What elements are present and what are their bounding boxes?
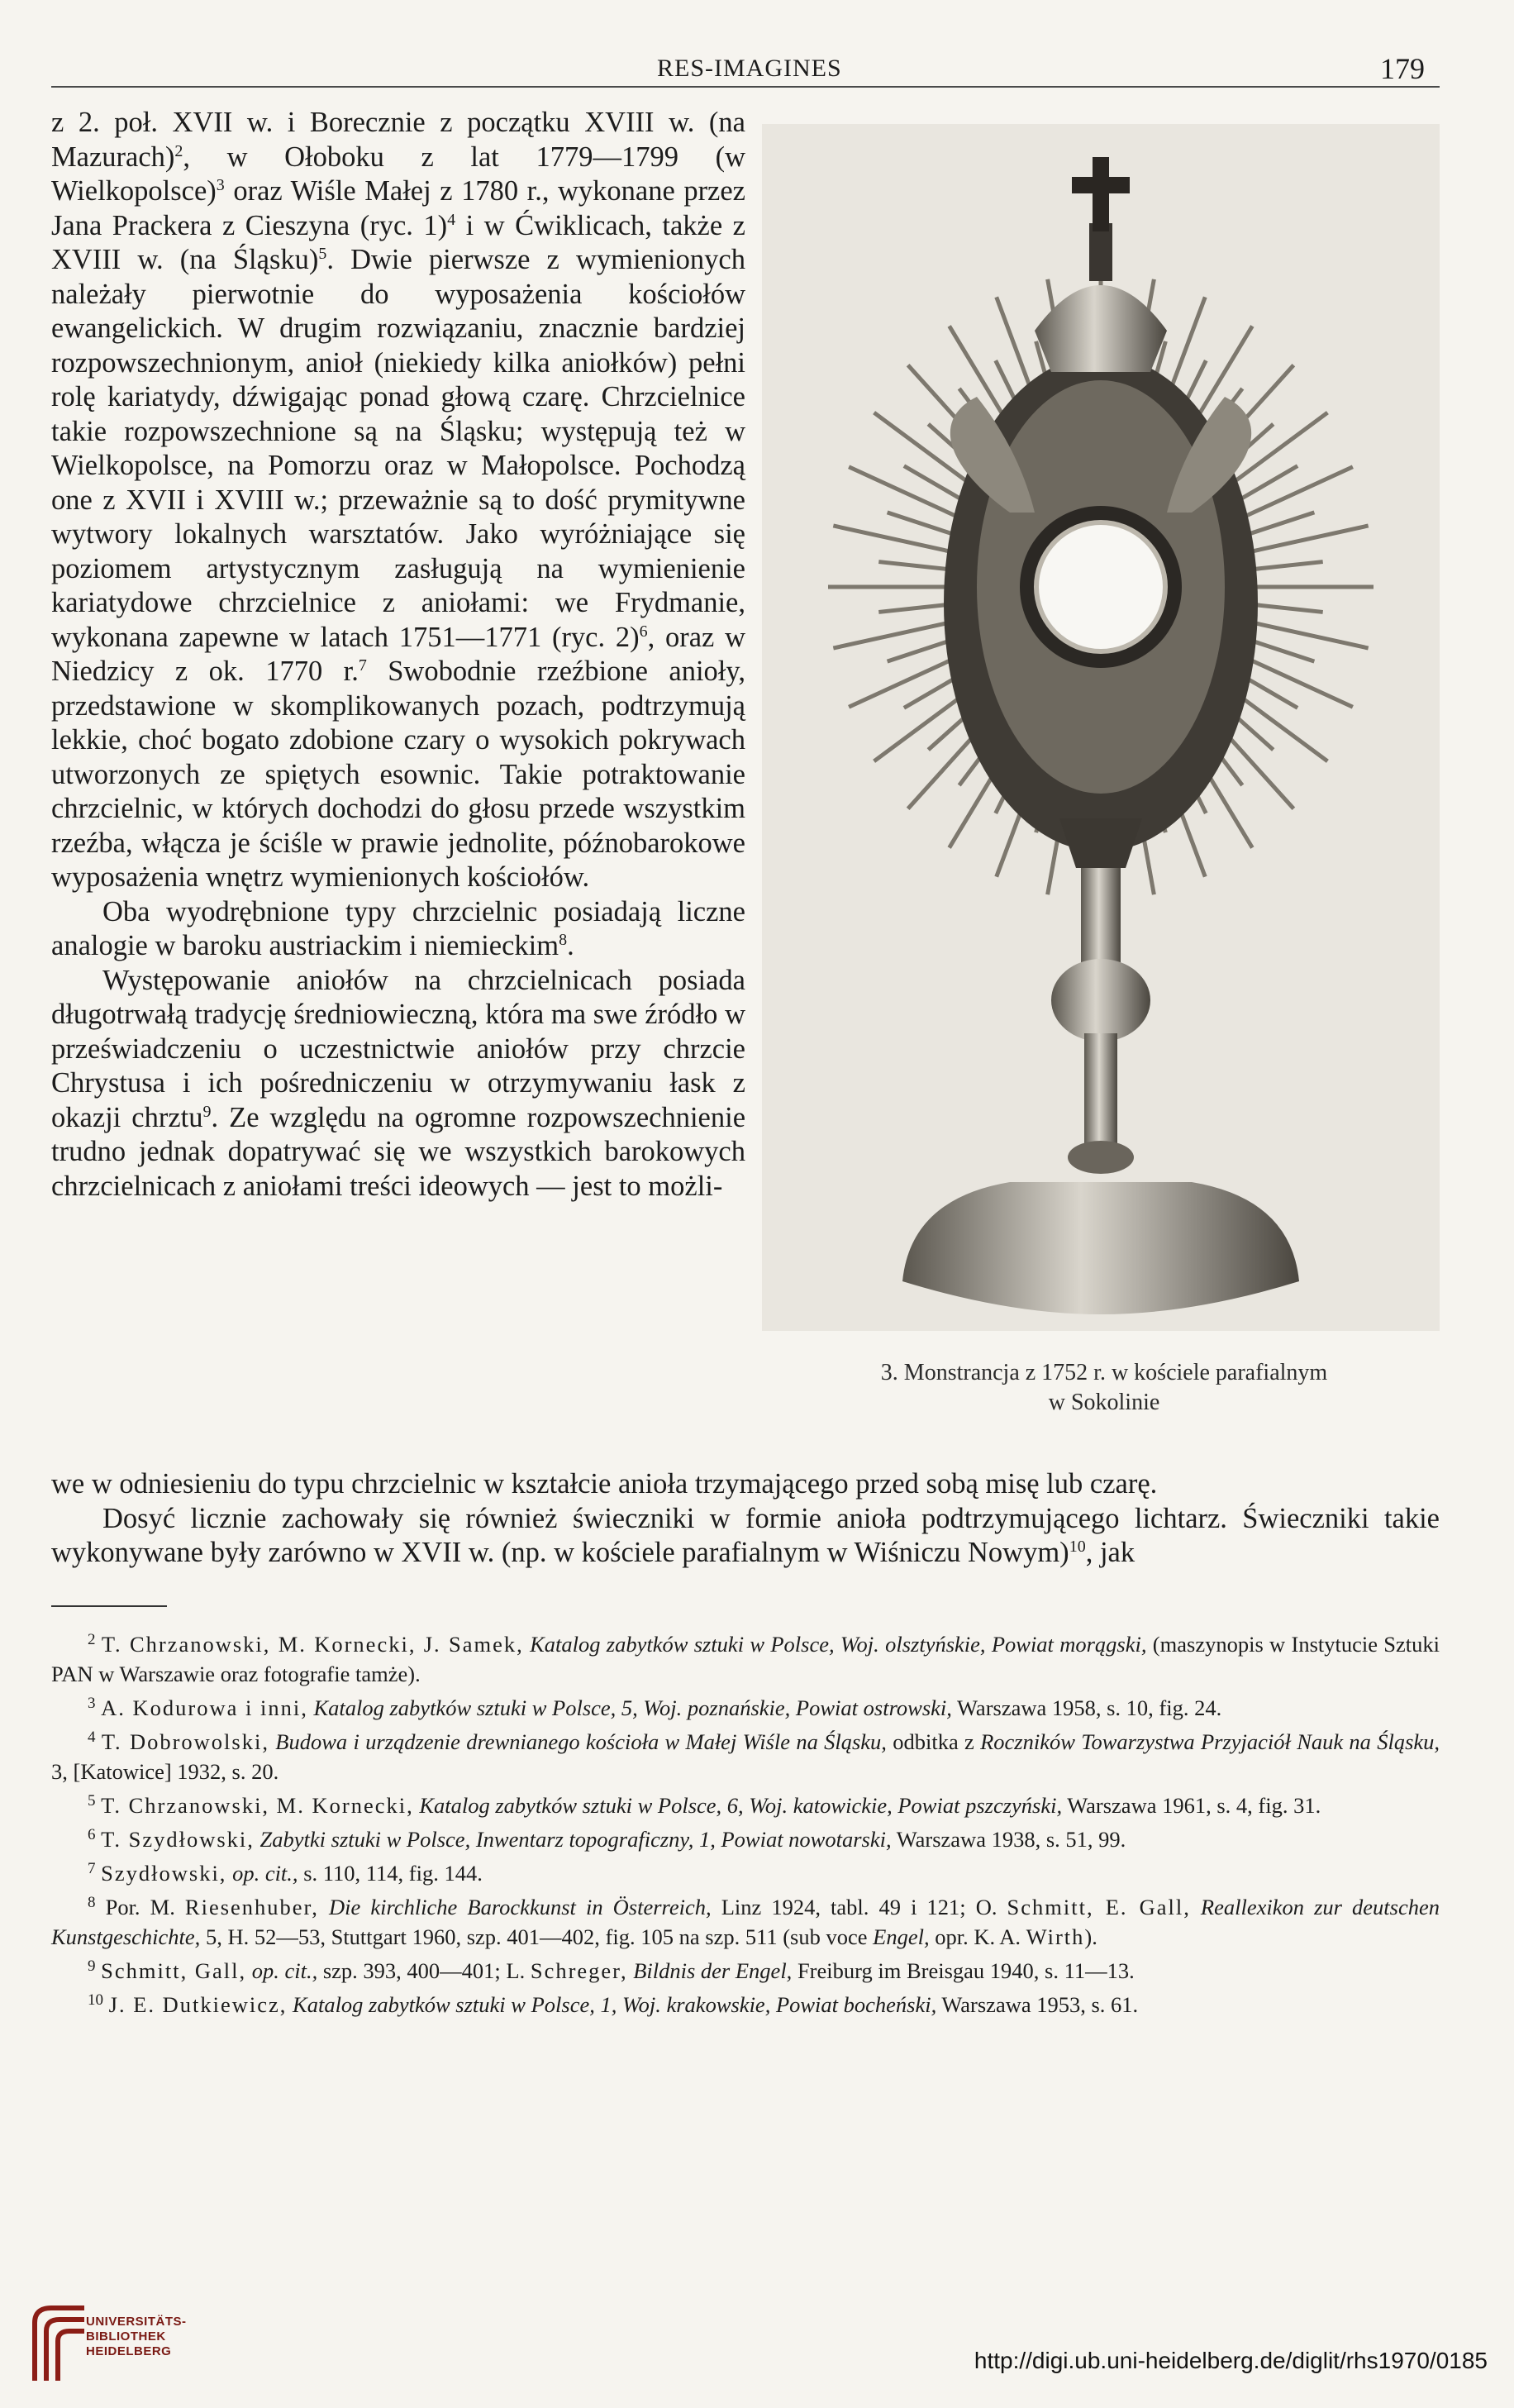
cross-icon [1072,157,1130,231]
footnote-ref: 7 [358,656,367,675]
footnote [51,1888,1440,1952]
footnote [51,1786,1440,1820]
footnote-number: 2 [88,1631,96,1648]
footnote-ref: 3 [216,176,225,194]
library-name-line: BIBLIOTHEK [86,2329,166,2344]
footnote-number: 10 [88,1991,103,2009]
footnote [51,1723,1440,1786]
library-name-line: UNIVERSITÄTS- [86,2315,187,2329]
citation-title: op. cit., [251,1958,318,1983]
header-rule [51,86,1440,88]
citation-text: Warszawa 1953, s. 61. [936,1992,1139,2017]
library-name [86,2315,301,2359]
footnote-ref: 5 [318,245,327,263]
citation-title: Engel, [873,1924,930,1949]
caption-line: w Sokolinie [1048,1390,1160,1415]
text-run: Oba wyodrębnione typy chrzcielnic posiadają liczne analogie w baroku austriackim i niemieckim [51,895,745,961]
footnote [51,1986,1440,2019]
library-logo-icon [18,2298,93,2389]
footnote-number: 8 [88,1894,96,1911]
footnote [51,1689,1440,1723]
footnote [51,1952,1440,1986]
paragraph [51,1502,1440,1571]
body-text-column [51,106,745,1204]
citation-author: T. Szydłowski, [101,1827,255,1852]
text-run: i w Ćwiklicach, także z XVIII w. (na Śląsku) [51,209,745,275]
footnotes [51,1625,1440,2019]
citation-text [246,1958,252,1983]
footnote-number: 7 [88,1860,96,1877]
text-run: , w Ołoboku z lat 1779—1799 (w Wielkopolsce) [51,141,745,207]
stem [1081,868,1121,967]
text-run: . Dwie pierwsze z wymienionych należały pierwotnie do wyposażenia kościołów ewangelickich. W drugim rozwiązaniu, znacznie bardziej rozpowszechnionym, anioł (niekiedy kilka aniołków) pełni rolę kariatydy, dźwigając ponad głową czarę. Chrzcielnice takie rozpowszechnione są na Śląsku; występują też w Wielkopolsce, na Pomorzu oraz w Małopolsce. Pochodzą one z XVII i XVIII w.; przeważnie są to dość prymitywne wytwory lokalnych warsztatów. Jako wyróżniające się poziomem artystycznym zasługują na wymienienie kariatydowe chrzcielnice z aniołami: we Frydmanie, wykonana zapewne w latach 1751—1771 (ryc. 2) [51,244,745,653]
text-run: . Ze względu na ogromne rozpowszechnienie trudno jednak dopatrywać się we wszystkich barokowych chrzcielnicach z aniołami treści ideowych — jest to możli- [51,1101,746,1202]
citation-author: Szydłowski, [101,1861,227,1886]
citation-author: Riesenhuber, [184,1895,319,1919]
text-run: oraz Wiśle Małej z 1780 r., wykonane przez Jana Prackera z Cieszyna (ryc. 1) [51,175,745,241]
citation-author: T. Chrzanowski, M. Kornecki, J. Samek, [101,1632,524,1657]
citation-text: odbitka z [886,1729,981,1754]
citation-text: szp. 393, 400—401; L. [317,1958,531,1983]
paragraph [51,964,745,1204]
citation-author: Schreger, [530,1958,628,1983]
citation-text: Warszawa 1958, s. 10, fig. 24. [951,1695,1222,1720]
citation-text [524,1632,530,1657]
citation-text: s. 110, 114, fig. 144. [298,1861,483,1886]
citation-title: Budowa i urządzenie drewnianego kościoła w Małej Wiśle na Śląsku, [275,1729,887,1754]
citation-title: Katalog zabytków sztuki w Polsce, 1, Woj. krakowskie, Powiat bocheński, [293,1992,937,2017]
citation-text: (maszynopis w Instytucie Sztuki PAN w Warszawie oraz fotografie tamże). [51,1632,1440,1686]
citation-author: T. Chrzanowski, M. Kornecki, [101,1793,414,1818]
footnote [51,1625,1440,1689]
footnote-ref: 6 [639,622,648,641]
citation-author: T. Dobrowolski, [101,1729,269,1754]
page-number: 179 [1380,52,1425,85]
citation-text: Freiburg im Breisgau 1940, s. 11—13. [792,1958,1135,1983]
citation-title: Reallexikon zur deutschen Kunstgeschichte, [51,1895,1440,1949]
citation-author: Wirth [1026,1924,1085,1949]
foot-base [902,1182,1299,1314]
figure-caption [769,1358,1440,1418]
source-url-link[interactable]: http://digi.ub.uni-heidelberg.de/diglit/rhs1970/0185 [974,2348,1488,2373]
text-run: , jak [1085,1537,1136,1568]
footnote-ref: 4 [447,210,456,229]
footnote-ref: 8 [559,931,568,949]
text-run: Dosyć licznie zachowały się również świeczniki w formie anioła podtrzymującego lichtarz. Świeczniki takie wykonywane były zarówno w XVII w. (np. w kościele parafialnym w Wiśniczu Nowym) [51,1502,1440,1568]
citation-title: Bildnis der Engel, [633,1958,793,1983]
text-run: , oraz w Niedzicy z ok. 1770 r. [51,621,746,687]
figure-plate-monstrance [762,124,1440,1331]
citation-title: op. cit., [232,1861,298,1886]
footnote-number: 5 [88,1792,96,1810]
citation-text: Por. M. [105,1895,185,1919]
running-head [0,50,1514,91]
crown-canopy [1035,285,1167,372]
footnote-number: 4 [88,1729,96,1746]
footnote-rule [51,1605,167,1607]
citation-author: A. Kodurowa i inni, [101,1695,308,1720]
citation-text: 5, H. 52—53, Stuttgart 1960, szp. 401—402, fig. 105 na szp. 511 (sub voce [200,1924,874,1949]
text-run: Swobodnie rzeźbione anioły, przedstawione w skomplikowanych pozach, podtrzymują lekkie, choć bogato zdobione czary o wysokich pokrywach utworzonych ze spiętych esownic. Takie potraktowanie chrzcielnic, w których dochodzi do głosu przede wszystkim rzeźba, włącza je ściśle w prawie jednolite, późnobarokowe wyposażenia wnętrz wymienionych kościołów. [51,656,746,893]
running-title: RES-IMAGINES [657,55,842,82]
citation-text: Linz 1924, tabl. 49 i 121; O. [711,1895,1007,1919]
citation-title: Katalog zabytków sztuki w Polsce, 5, Woj. poznańskie, Powiat ostrowski, [313,1695,952,1720]
citation-text: 3, [Katowice] 1932, s. 20. [51,1759,279,1784]
citation-text: Warszawa 1961, s. 4, fig. 31. [1062,1793,1321,1818]
citation-text [255,1827,260,1852]
body-text-full-width [51,1467,1440,1571]
citation-title: Katalog zabytków sztuki w Polsce, Woj. olsztyńskie, Powiat morągski, [530,1632,1147,1657]
library-name-line: HEIDELBERG [86,2344,172,2358]
paragraph [51,895,745,964]
citation-text: opr. K. A. [929,1924,1026,1949]
text-run: we w odniesieniu do typu chrzcielnic w kształcie anioła trzymającego przed sobą misę lub czarę. [51,1468,1158,1500]
footnote [51,1854,1440,1888]
footnote [51,1820,1440,1854]
citation-text [1191,1895,1201,1919]
caption-line: 3. Monstrancja z 1752 r. w kościele parafialnym [880,1360,1328,1385]
citation-text [319,1895,329,1919]
citation-text: ). [1084,1924,1097,1949]
text-run: . [567,930,574,961]
footnote-number: 6 [88,1826,96,1843]
citation-author: J. E. Dutkiewicz, [108,1992,288,2017]
paragraph [51,1467,1440,1502]
text-run: z 2. poł. XVII w. i Borecznie z początku XVIII w. (na Mazurach) [51,107,745,173]
citation-text: Warszawa 1938, s. 51, 99. [891,1827,1126,1852]
footnote-number: 9 [88,1957,96,1975]
footnote-ref: 9 [202,1102,212,1121]
citation-author: Schmitt, E. Gall, [1007,1895,1191,1919]
citation-title: Die kirchliche Barockkunst in Österreich, [329,1895,712,1919]
monstrance-image [762,124,1440,1331]
footnote-number: 3 [88,1695,96,1712]
footnote-ref: 10 [1069,1538,1086,1556]
citation-title: Roczników Towarzystwa Przyjaciół Nauk na Śląsku, [980,1729,1440,1754]
citation-title: Zabytki sztuki w Polsce, Inwentarz topograficzny, 1, Powiat nowotarski, [259,1827,892,1852]
paragraph [51,106,745,895]
citation-title: Katalog zabytków sztuki w Polsce, 6, Woj. katowickie, Powiat pszczyński, [419,1793,1063,1818]
footnote-ref: 2 [174,141,183,160]
text-run: Występowanie aniołów na chrzcielnicach posiada długotrwałą tradycję średniowieczną, która ma swe źródło w przeświadczeniu o uczestnictwie aniołów przy chrzcie Chrystusa i ich pośredniczeniu w otrzymywaniu łask z okazji chrztu [51,964,745,1133]
citation-author: Schmitt, Gall, [101,1958,247,1983]
